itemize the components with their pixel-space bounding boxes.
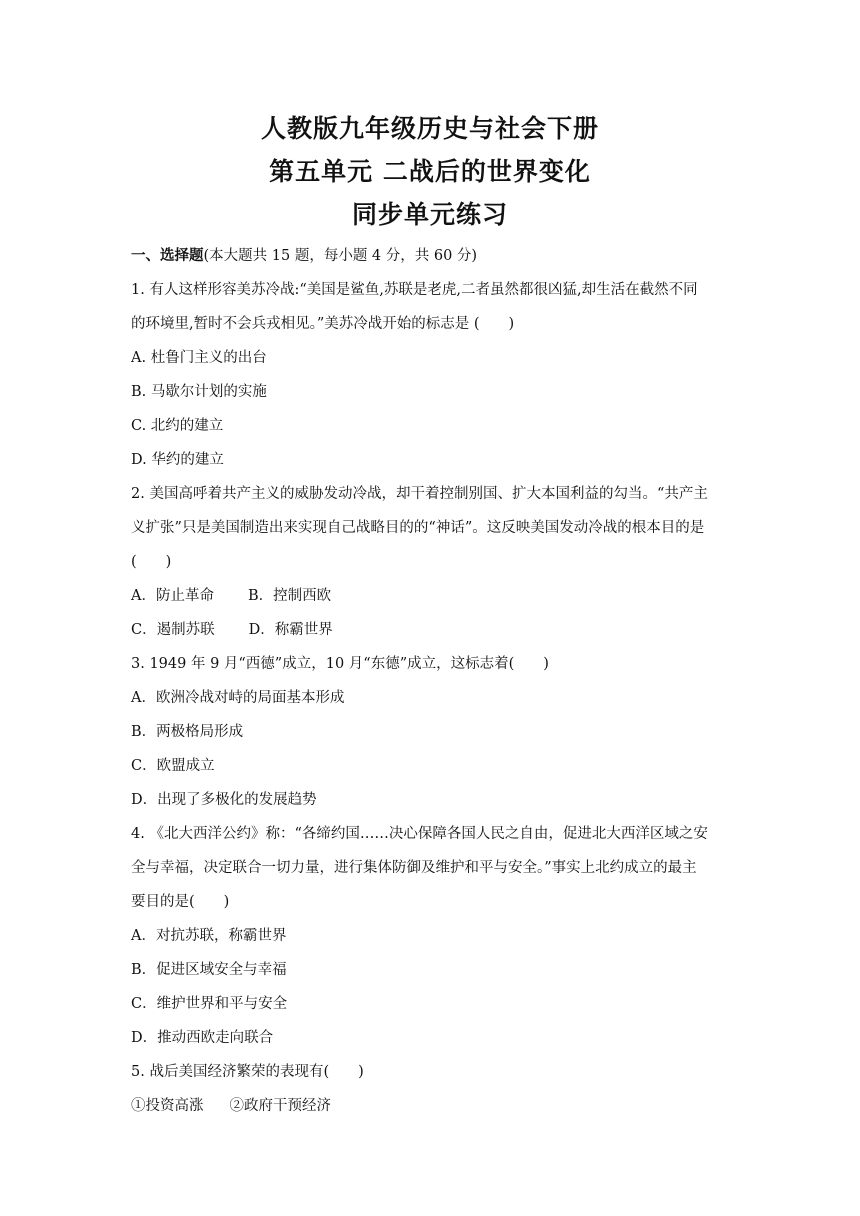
document-title: 人教版九年级历史与社会下册 [260, 114, 599, 143]
q2-options-row-1 [131, 586, 735, 620]
section-note: (本大题共 15 题，每小题 4 分，共 60 分) [203, 248, 478, 264]
q2-stem-line-1: 2. 美国高呼着共产主义的威胁发动冷战，却干着控制别国、扩大本国利益的勾当。“共产主 [131, 486, 708, 502]
q4-option-a: A．对抗苏联，称霸世界 [131, 928, 287, 944]
q3-option-d: D．出现了多极化的发展趋势 [131, 792, 317, 808]
q5-options-row-1 [131, 1096, 735, 1130]
q1-option-d: D. 华约的建立 [131, 452, 224, 468]
section-heading [131, 246, 735, 280]
q5-option-1: ①投资高涨 [131, 1098, 204, 1114]
q5-option-2: ②政府干预经济 [229, 1098, 331, 1114]
q4-stem-line-3: 要目的是( ) [131, 894, 230, 910]
q2-stem-line-3: ( ) [131, 554, 172, 570]
q1-stem-line-2: 的环境里,暂时不会兵戎相见。”美苏冷战开始的标志是 ( ) [131, 316, 515, 332]
q3-option-c: C．欧盟成立 [131, 758, 215, 774]
q2-option-d: D．称霸世界 [248, 622, 333, 638]
q3-stem: 3. 1949 年 9 月“西德”成立，10 月“东德”成立，这标志着( ) [131, 656, 549, 672]
q4-option-d: D．推动西欧走向联合 [131, 1030, 274, 1046]
q2-options-row-2 [131, 620, 735, 654]
q1-option-b: B. 马歇尔计划的实施 [131, 384, 267, 400]
q2-option-c: C．遏制苏联 [131, 622, 215, 638]
q3-option-b: B．两极格局形成 [131, 724, 244, 740]
q2-option-a: A．防止革命 [131, 588, 214, 604]
unit-title: 第五单元 二战后的世界变化 [269, 157, 591, 186]
q3-option-a: A．欧洲冷战对峙的局面基本形成 [131, 690, 345, 706]
question-list [131, 246, 735, 1130]
q5-stem: 5. 战后美国经济繁荣的表现有( ) [131, 1064, 364, 1080]
q4-stem-line-2: 全与幸福，决定联合一切力量，进行集体防御及维护和平与安全。”事实上北约成立的最主 [131, 860, 697, 876]
q4-option-c: C．维护世界和平与安全 [131, 996, 288, 1012]
q1-option-a: A. 杜鲁门主义的出台 [131, 350, 267, 366]
q2-stem-line-2: 义扩张”只是美国制造出来实现自己战略目的的“神话”。这反映美国发动冷战的根本目的是 [131, 520, 705, 536]
q2-option-b: B．控制西欧 [247, 588, 332, 604]
q1-option-c: C. 北约的建立 [131, 418, 224, 434]
exercise-subtitle: 同步单元练习 [351, 200, 508, 229]
section-label: 一、选择题 [131, 248, 204, 264]
q4-stem-line-1: 4. 《北大西洋公约》称：“各缔约国……决心保障各国人民之自由，促进北大西洋区域之安 [131, 826, 708, 842]
q1-stem-line-1: 1. 有人这样形容美苏冷战:“美国是鲨鱼,苏联是老虎,二者虽然都很凶猛,却生活在截然不同 [131, 282, 698, 298]
q4-option-b: B．促进区域安全与幸福 [131, 962, 287, 978]
